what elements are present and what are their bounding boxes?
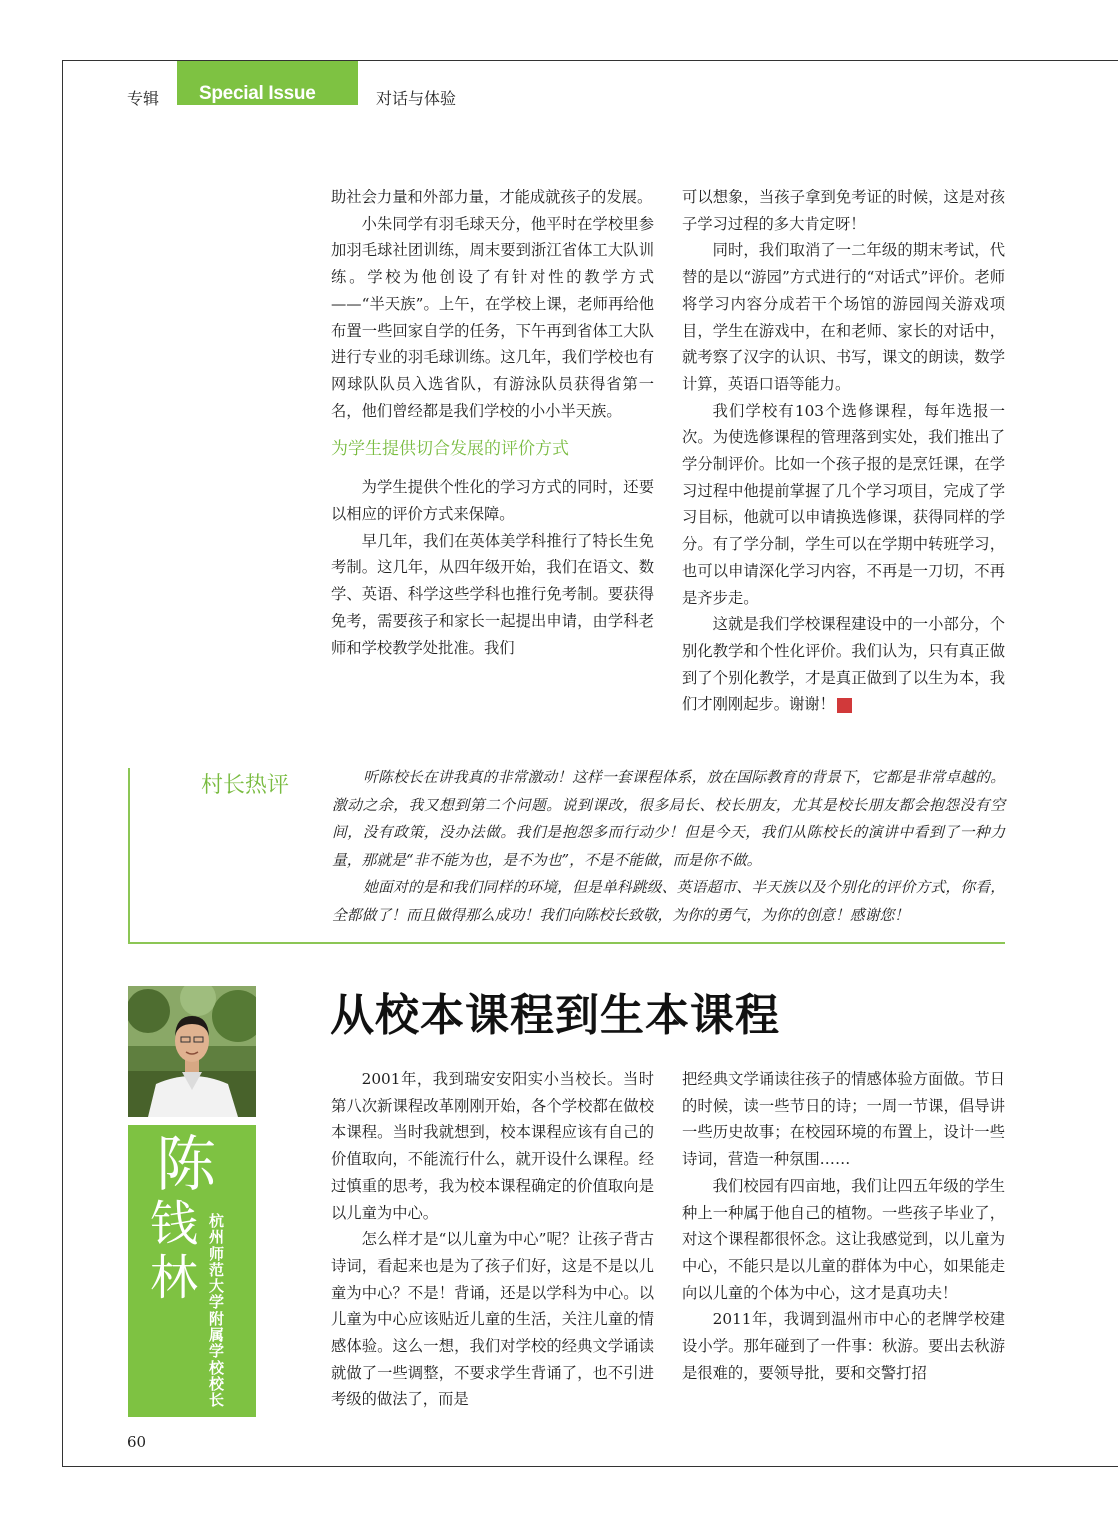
- paragraph: 可以想象，当孩子拿到免考证的时候，这是对孩子学习过程的多大肯定呀！: [682, 188, 1005, 233]
- paragraph: 2011年，我调到温州市中心的老牌学校建设小学。那年碰到了一件事：秋游。要出去秋游是很难的，要领导批，要和交警打招: [682, 1310, 1005, 1382]
- header-category: 专辑: [127, 89, 160, 108]
- paragraph: 小朱同学有羽毛球天分，他平时在学校里参加羽毛球社团训练，周末要到浙江省体工大队训练。学校为他创设了有针对性的教学方式——“半天族”。上午，在学校上课，老师再给他布置一些回家自学的任务，下午再到省体工大队进行专业的羽毛球训练。这几年，我们学校也有网球队队员入选省队，有游泳队员获得省第一名，他们曾经都是我们学校的小小半天族。: [331, 214, 654, 420]
- review-paragraph: 听陈校长在讲我真的非常激动！这样一套课程体系，放在国际教育的背景下，它都是非常卓越的。激动之余，我又想到第二个问题。说到课改，很多局长、校长朋友，尤其是校长朋友都会抱怨没有空间，没有政策，没办法做。我们是抱怨多而行动少！但是今天，我们从陈校长的演讲中看到了一种力量，那就是“非不能为也，是不为也”，不是不能做，而是你不做。: [332, 769, 1005, 869]
- header-topic: 对话与体验: [376, 89, 457, 108]
- review-left-bar: [128, 768, 130, 943]
- paragraph: 怎么样才是“以儿童为中心”呢？让孩子背古诗词，看起来也是为了孩子们好，这是不是以儿童为中心？不是！背诵，还是以学科为中心。以儿童为中心应该贴近儿童的生活，关注儿童的情感体验。这么一想，我们对学校的经典文学诵读就做了一些调整，不要求学生背诵了，也不引进考级的做法了，而是: [331, 1230, 654, 1409]
- paragraph: 助社会力量和外部力量，才能成就孩子的发展。: [331, 188, 653, 206]
- section-heading: 为学生提供切合发展的评价方式: [331, 439, 569, 460]
- author-name-box: [128, 1125, 256, 1417]
- header-issue-tab: [177, 61, 358, 105]
- author-name-char: 钱: [150, 1196, 199, 1252]
- paragraph: 2001年，我到瑞安安阳实小当校长。当时第八次新课程改革刚刚开始，各个学校都在做校本课程。当时我就想到，校本课程应该有自己的价值取向，不能流行什么，就开设什么课程。经过慎重的思考，我为校本课程确定的价值取向是以儿童为中心。: [331, 1070, 654, 1222]
- paragraph: 把经典文学诵读往孩子的情感体验方面做。节日的时候，读一些节日的诗；一周一节课，倡导讲一些历史故事；在校园环境的布置上，设计一些诗词，营造一种氛围……: [682, 1070, 1005, 1169]
- review-bottom-rule: [128, 942, 1005, 944]
- author-photo-illustration: [128, 986, 256, 1117]
- author-name: [150, 1130, 216, 1306]
- article2-right-column: [682, 1066, 1005, 1386]
- author-photo: [128, 986, 256, 1117]
- paragraph: 早几年，我们在英体美学科推行了特长生免考制。这几年，从四年级开始，我们在语文、数学、英语、科学这些学科也推行免考制。要获得免考，需要孩子和家长一起提出申请，由学科老师和学校教学处批准。我们: [331, 531, 654, 657]
- paragraph: 我们学校有103个选修课程，每年选报一次。为使选修课程的管理落到实处，我们推出了学分制评价。比如一个孩子报的是烹饪课，在学习过程中他提前掌握了几个学习项目，完成了学习目标，他就可以申请换选修课，获得同样的学分。有了学分制，学生可以在学期中转班学习，也可以申请深化学习内容，不再是一刀切，不再是齐步走。: [682, 401, 1005, 607]
- author-name-char: 林: [150, 1250, 199, 1306]
- article2-left-column: [331, 1066, 654, 1413]
- review-text: [332, 764, 1005, 929]
- end-mark-icon: 家: [837, 698, 852, 713]
- review-paragraph: 她面对的是和我们同样的环境，但是单科跳级、英语超市、半天族以及个别化的评价方式，你看，全都做了！而且做得那么成功！我们向陈校长致敬，为你的勇气，为你的创意！感谢您！: [332, 879, 1005, 924]
- closing-text: 这就是我们学校课程建设中的一小部分，个别化教学和个性化评价。我们认为，只有真正做到了个别化教学，才是真正做到了以生为本，我们才刚刚起步。谢谢！: [682, 615, 1005, 714]
- paragraph: 为学生提供个性化的学习方式的同时，还要以相应的评价方式来保障。: [331, 478, 654, 524]
- header-issue-label: Special Issue: [199, 83, 316, 104]
- paragraph: 同时，我们取消了一二年级的期末考试，代替的是以“游园”方式进行的“对话式”评价。老师将学习内容分成若干个场馆的游园闯关游戏项目，学生在游戏中，在和老师、家长的对话中，就考察了汉字的认识、书写，课文的朗读，数学计算，英语口语等能力。: [682, 241, 1005, 393]
- page-number: 60: [127, 1433, 147, 1451]
- closing-paragraph: [682, 611, 1005, 718]
- author-affiliation: 杭州师范大学附属学校校长: [209, 1212, 225, 1410]
- frame-bottom-rule: [62, 1466, 1118, 1467]
- article1-right-column: [682, 184, 1005, 718]
- paragraph: 我们校园有四亩地，我们让四五年级的学生种上一种属于他自己的植物。一些孩子毕业了，对这个课程都很怀念。这让我感觉到，以儿童为中心，不能只是以儿童的群体为中心，如果能走向以儿童的个体为中心，这才是真功夫！: [682, 1176, 1005, 1302]
- article1-left-column: [331, 184, 654, 661]
- author-name-char: 陈: [156, 1130, 216, 1200]
- article2-title: 从校本课程到生本课程: [330, 990, 780, 1041]
- frame-left-rule: [62, 60, 63, 1466]
- review-label: 村长热评: [201, 773, 290, 798]
